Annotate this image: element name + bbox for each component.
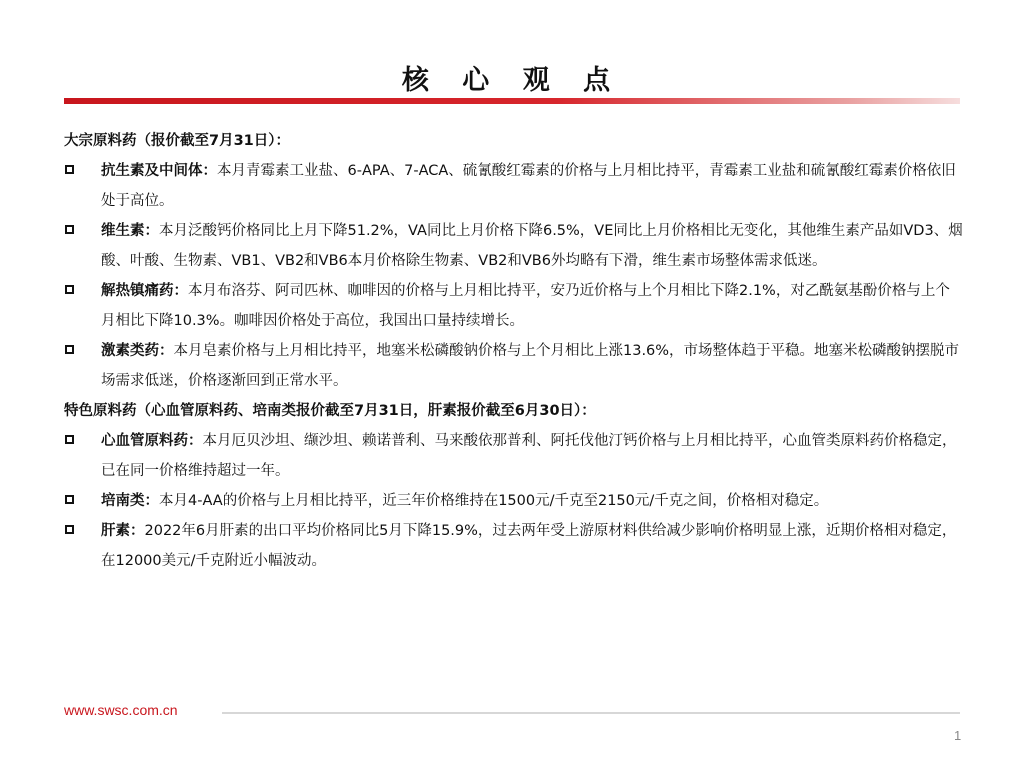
square-bullet-icon [65, 225, 74, 234]
footer-website-link[interactable]: www.swsc.com.cn [64, 702, 178, 718]
page-number: 1 [954, 728, 962, 743]
item-heading: 维生素： [101, 223, 159, 239]
title-underline-bar [64, 98, 960, 104]
list-item [64, 336, 964, 396]
square-bullet-icon [65, 285, 74, 294]
item-text: 本月4-AA的价格与上月相比持平，近三年价格维持在1500元/千克至2150元/千克之间，价格相对稳定。 [159, 493, 829, 509]
page-title: 核 心 观 点 [401, 65, 623, 96]
footer-divider [222, 712, 960, 714]
list-item [64, 426, 964, 486]
item-heading: 激素类药： [101, 343, 174, 359]
square-bullet-icon [65, 345, 74, 354]
section-heading: 大宗原料药（报价截至7月31日）： [64, 133, 291, 149]
item-text: 本月厄贝沙坦、缬沙坦、赖诺普利、马来酸依那普利、阿托伐他汀钙价格与上月相比持平，心血管类原料药价格稳定，已在同一价格维持超过一年。 [101, 433, 957, 479]
section-heading: 特色原料药（心血管原料药、培南类报价截至7月31日，肝素报价截至6月30日）： [64, 403, 596, 419]
item-text: 2022年6月肝素的出口平均价格同比5月下降15.9%，过去两年受上游原材料供给减少影响价格明显上涨，近期价格相对稳定，在12000美元/千克附近小幅波动。 [101, 523, 957, 569]
list-item [64, 486, 964, 516]
square-bullet-icon [65, 435, 74, 444]
item-heading: 解热镇痛药： [101, 283, 188, 299]
list-item [64, 216, 964, 276]
item-heading: 肝素： [101, 523, 145, 539]
square-bullet-icon [65, 495, 74, 504]
item-heading: 培南类： [101, 493, 159, 509]
item-text: 本月布洛芬、阿司匹林、咖啡因的价格与上月相比持平，安乃近价格与上个月相比下降2.1%，对乙酰氨基酚价格与上个月相比下降10.3%。咖啡因价格处于高位，我国出口量持续增长。 [101, 283, 950, 329]
list-item [64, 276, 964, 336]
item-text: 本月青霉素工业盐、6-APA、7-ACA、硫氰酸红霉素的价格与上月相比持平，青霉素工业盐和硫氰酸红霉素价格依旧处于高位。 [101, 163, 956, 209]
square-bullet-icon [65, 525, 74, 534]
item-heading: 抗生素及中间体： [101, 163, 217, 179]
list-item [64, 156, 964, 216]
item-text: 本月皂素价格与上月相比持平，地塞米松磷酸钠价格与上个月相比上涨13.6%，市场整体趋于平稳。地塞米松磷酸钠摆脱市场需求低迷，价格逐渐回到正常水平。 [101, 343, 960, 389]
list-item [64, 516, 964, 576]
item-heading: 心血管原料药： [101, 433, 203, 449]
section-bulk-apis [64, 126, 964, 396]
section-specialty-apis [64, 396, 964, 576]
item-text: 本月泛酸钙价格同比上月下降51.2%，VA同比上月价格下降6.5%，VE同比上月价格相比无变化，其他维生素产品如VD3、烟酸、叶酸、生物素、VB1、VB2和VB6本月价格除生物素、VB2和VB6外均略有下滑，维生素市场整体需求低迷。 [101, 223, 963, 269]
content-body [64, 126, 964, 576]
square-bullet-icon [65, 165, 74, 174]
